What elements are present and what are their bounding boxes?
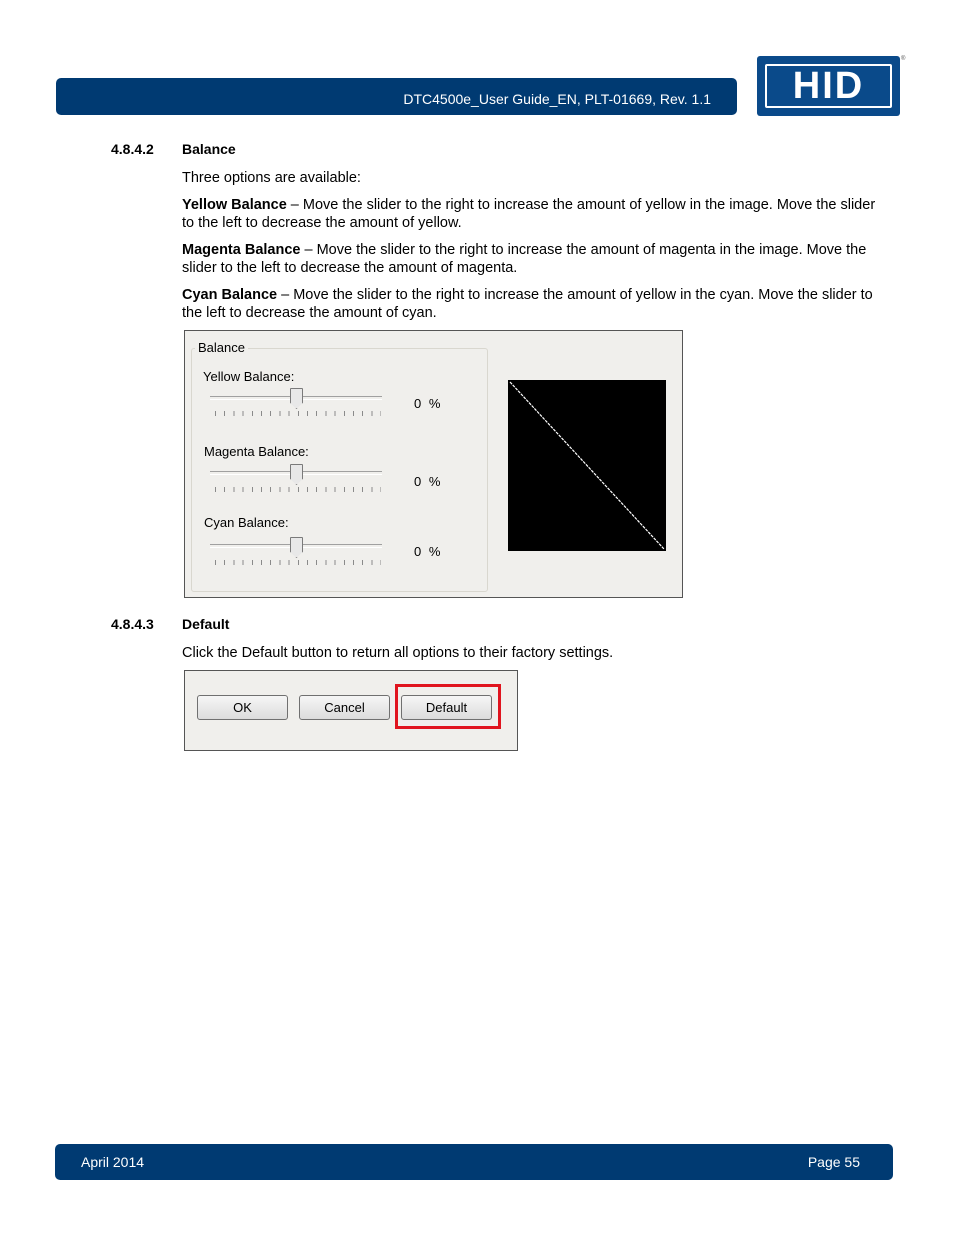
default-button-highlight <box>395 684 501 729</box>
term: Yellow Balance <box>182 197 287 213</box>
unit: % <box>428 544 443 559</box>
cyan-slider-ticks <box>215 560 381 565</box>
footer-bar <box>55 1144 893 1180</box>
balance-group-label: Balance <box>195 340 248 355</box>
default-button[interactable]: Default <box>401 695 492 720</box>
section-title-balance: Balance <box>182 141 236 157</box>
registered-mark: ® <box>901 56 906 62</box>
section-number-default: 4.8.4.3 <box>111 616 154 632</box>
doc-title: DTC4500e_User Guide_EN, PLT-01669, Rev. 1.1 <box>403 91 711 107</box>
magenta-balance-paragraph <box>182 241 882 277</box>
cyan-balance-value <box>414 544 442 559</box>
section-number-balance: 4.8.4.2 <box>111 141 154 157</box>
buttons-dialog-screenshot <box>184 670 518 751</box>
value: 0 <box>414 396 424 411</box>
header-bar <box>56 78 737 115</box>
magenta-slider-ticks <box>215 487 381 492</box>
desc: – Move the slider to the right to increase the amount of yellow in the image. Move the slider to the left to decrease the amount of yellow. <box>182 197 876 231</box>
balance-curve-preview <box>508 380 666 551</box>
footer-date: April 2014 <box>81 1154 145 1170</box>
balance-curve <box>508 380 666 551</box>
balance-intro: Three options are available: <box>182 170 361 186</box>
desc: – Move the slider to the right to increase the amount of yellow in the cyan. Move the slider to the left to decrease the amount of cyan. <box>182 287 873 321</box>
desc: – Move the slider to the right to increase the amount of magenta in the image. Move the slider to the left to decrease the amount of magenta. <box>182 242 867 276</box>
balance-curve-line <box>510 382 664 549</box>
footer-page-number: Page 55 <box>807 1154 860 1170</box>
value: 0 <box>414 544 424 559</box>
unit: % <box>428 474 443 489</box>
yellow-slider-ticks <box>215 411 381 416</box>
yellow-balance-paragraph <box>182 196 882 232</box>
cyan-balance-paragraph <box>182 286 882 322</box>
magenta-balance-label: Magenta Balance: <box>204 444 309 459</box>
unit: % <box>428 396 443 411</box>
balance-dialog-screenshot <box>184 330 683 598</box>
default-paragraph: Click the Default button to return all options to their factory settings. <box>182 645 614 661</box>
balance-groupbox <box>191 348 488 592</box>
section-title-default: Default <box>182 616 230 632</box>
term: Cyan Balance <box>182 287 278 303</box>
value: 0 <box>414 474 424 489</box>
yellow-balance-value <box>414 396 442 411</box>
logo-text: HID <box>765 64 892 108</box>
magenta-balance-value <box>414 474 442 489</box>
cancel-button[interactable]: Cancel <box>299 695 390 720</box>
cyan-balance-label: Cyan Balance: <box>204 515 289 530</box>
term: Magenta Balance <box>182 242 301 258</box>
ok-button[interactable]: OK <box>197 695 288 720</box>
hid-logo <box>757 56 900 116</box>
yellow-balance-label: Yellow Balance: <box>203 369 295 384</box>
